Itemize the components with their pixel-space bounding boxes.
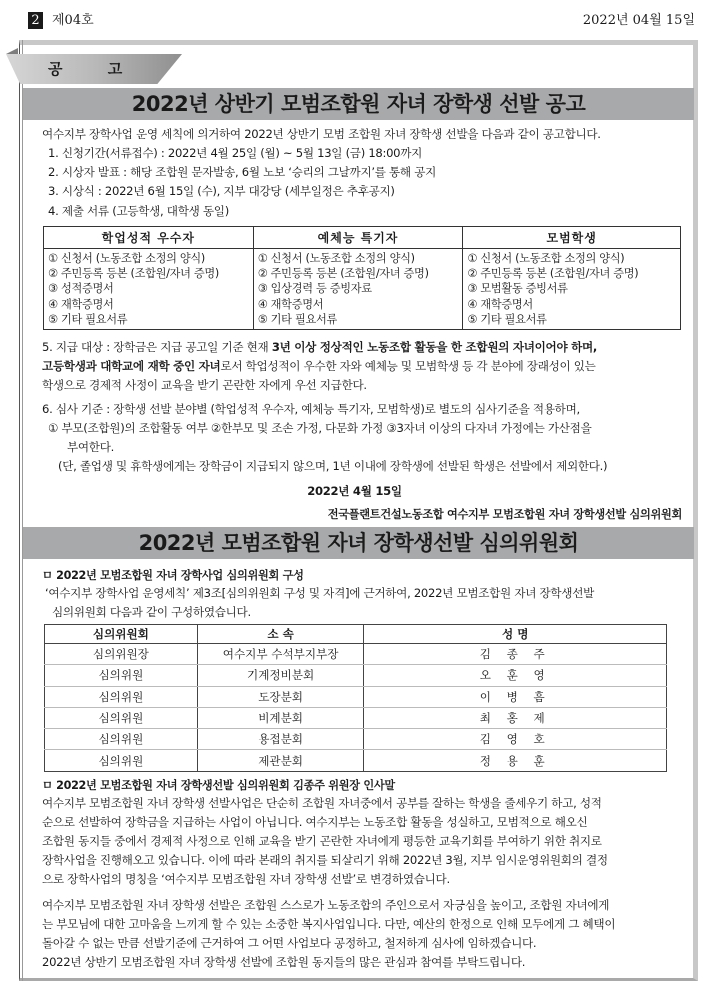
committee-member-name: 정 용 훈	[364, 750, 667, 771]
committee-member-name: 김 종 주	[364, 644, 667, 665]
table-row	[45, 665, 667, 686]
committee-intro-line-2: 심의위원회 다음과 같이 구성하였습니다.	[52, 605, 251, 619]
greeting-heading: ㅁ 2022년 모범조합원 자녀 장학생선발 심의위원회 김종주 위원장 인사말	[42, 779, 395, 792]
committee-role: 심의위원	[45, 707, 198, 728]
notice-item-4: 4. 제출 서류 (고등학생, 대학생 동일)	[48, 204, 229, 218]
tag-fold-decoration	[6, 48, 18, 54]
committee-table	[44, 624, 667, 772]
notice-item-5-line-3: 학생으로 경제적 사정이 교육을 받기 곤란한 자에게 우선 지급한다.	[42, 378, 367, 392]
notice-item-1: 1. 신청기간(서류접수) : 2022년 4월 25일 (월) ~ 5월 13일 (금) 18:00까지	[48, 146, 423, 160]
item5-prefix: 5. 지급 대상 : 장학금은 지급 공고일 기준 현재	[42, 340, 272, 354]
document-item: ③ 입상경력 등 증빙자료	[257, 282, 372, 296]
committee-role: 심의위원장	[45, 644, 198, 665]
committee-col-affiliation: 소 속	[197, 625, 364, 644]
document-item: ② 주민등록 등본 (조합원/자녀 증명)	[467, 267, 639, 281]
document-item: ① 신청서 (노동조합 소정의 양식)	[467, 252, 625, 265]
page-header	[14, 12, 695, 34]
greeting-p2-line-2: 는 부모님에 대한 고마움을 느끼게 할 수 있는 소중한 복지사업입니다. 다만, 예산의 한정으로 인해 모두에게 그 혜택이	[42, 917, 616, 931]
document-item: ① 신청서 (노동조합 소정의 양식)	[48, 252, 205, 265]
section-tag-label: 공 고	[48, 60, 143, 78]
notice-item-6-line-3: 부여한다.	[67, 440, 114, 454]
committee-intro-line-1: ‘여수지부 장학사업 운영세칙’ 제3조[심의위원회 구성 및 자격]에 근거하여, 2022년 모범조합원 자녀 장학생선발	[45, 586, 595, 600]
item5-bold-condition: 3년 이상 정상적인 노동조합 활동을 한 조합원의 자녀이어야 하며,	[271, 340, 597, 354]
greeting-p1-line-5: 으로 장학사업의 명칭을 ‘여수지부 모범조합원 자녀 장학생 선발’로 변경하였습니다.	[42, 872, 450, 886]
committee-affiliation: 여수지부 수석부지부장	[197, 644, 364, 665]
greeting-p1-line-3: 조합원 동지들 중에서 경제적 사정으로 인해 교육을 받기 곤란한 자녀에게 평등한 교육기회를 부여하기 위한 취지로	[42, 834, 602, 848]
document-item: ② 주민등록 등본 (조합원/자녀 증명)	[257, 267, 429, 281]
committee-member-name: 오 훈 영	[364, 665, 667, 686]
greeting-p1-line-4: 장학사업을 진행해오고 있습니다. 이에 따라 본래의 취지를 되살리기 위해 2022년 3월, 지부 임시운영위원회의 결정	[42, 853, 608, 867]
document-item: ⑤ 기타 필요서류	[257, 312, 337, 326]
document-item: ⑤ 기타 필요서류	[467, 312, 547, 326]
publication-date: 2022년 04월 15일	[582, 13, 695, 28]
committee-member-name: 김 영 호	[364, 729, 667, 750]
page-number: 2	[28, 12, 43, 29]
document-item: ④ 재학증명서	[48, 297, 114, 311]
table-row	[45, 707, 667, 728]
notice-item-5-line-2	[42, 357, 596, 376]
table-row	[45, 729, 667, 750]
notice-item-3: 3. 시상식 : 2022년 6월 15일 (수), 지부 대강당 (세부일정은 추후공지)	[48, 184, 395, 198]
document-item: ① 신청서 (노동조합 소정의 양식)	[257, 252, 415, 265]
committee-role: 심의위원	[45, 729, 198, 750]
committee-affiliation: 제관분회	[197, 750, 364, 771]
greeting-p2-line-4: 2022년 상반기 모범조합원 자녀 장학생 선발에 조합원 동지들의 많은 관심과 참여를 부탁드립니다.	[42, 955, 526, 969]
documents-cell	[253, 249, 463, 330]
document-item: ④ 재학증명서	[257, 297, 324, 311]
notice-item-6-line-1: 6. 심사 기준 : 장학생 선발 분야별 (학업성적 우수자, 예체능 특기자, 모범학생)로 별도의 심사기준을 적용하며,	[42, 402, 580, 416]
document-item: ③ 성적증명서	[48, 282, 114, 296]
committee-affiliation: 기계정비분회	[197, 665, 364, 686]
notice-intro: 여수지부 장학사업 운영 세칙에 의거하여 2022년 상반기 모범 조합원 자녀 장학생 선발을 다음과 같이 공고합니다.	[42, 127, 601, 141]
item5-bold-enrollment: 고등학생과 대학교에 재학 중인 자녀	[42, 359, 221, 373]
notice-item-5-line-1	[42, 338, 597, 357]
documents-cell	[463, 249, 681, 330]
greeting-p2-line-1: 여수지부 모범조합원 자녀 장학생 선발은 조합원 스스로가 노동조합의 주인으로서 자긍심을 높이고, 조합원 자녀에게	[42, 898, 610, 912]
documents-col-academic: 학업성적 우수자	[44, 227, 254, 249]
notice-item-6-line-2: ① 부모(조합원)의 조합활동 여부 ②한부모 및 조손 가정, 다문화 가정 ③3자녀 이상의 다자녀 가정에는 가산점을	[48, 421, 592, 435]
greeting-p1-line-1: 여수지부 모범조합원 자녀 장학생 선발사업은 단순히 조합원 자녀중에서 공부를 잘하는 학생을 줄세우기 하고, 성적	[42, 796, 602, 810]
committee-affiliation: 도장분회	[197, 686, 364, 707]
document-item: ⑤ 기타 필요서류	[48, 312, 128, 326]
documents-cell	[44, 249, 254, 330]
documents-col-model-student: 모범학생	[463, 227, 681, 249]
document-item: ④ 재학증명서	[467, 297, 533, 311]
committee-section-heading: ㅁ 2022년 모범조합원 자녀 장학사업 심의위원회 구성	[42, 569, 304, 582]
committee-role: 심의위원	[45, 686, 198, 707]
committee-affiliation: 비계분회	[197, 707, 364, 728]
documents-table	[43, 226, 681, 330]
committee-title: 2022년 모범조합원 자녀 장학생선발 심의위원회	[23, 527, 694, 559]
frame-inner-rule	[22, 40, 23, 981]
committee-member-name: 최 홍 제	[364, 707, 667, 728]
committee-col-role: 심의위원회	[45, 625, 198, 644]
table-row	[45, 750, 667, 771]
committee-member-name: 이 병 흠	[364, 686, 667, 707]
notice-item-6-note: (단, 졸업생 및 휴학생에게는 장학금이 지급되지 않으며, 1년 이내에 장학생에 선발된 학생은 선발에서 제외한다.)	[58, 459, 608, 473]
committee-affiliation: 용접분회	[197, 729, 364, 750]
notice-item-2: 2. 시상자 발표 : 해당 조합원 문자발송, 6월 노보 ‘승리의 그날까지’를 통해 공지	[48, 165, 437, 179]
committee-role: 심의위원	[45, 750, 198, 771]
greeting-p2-line-3: 돌아갈 수 없는 만큼 선발기준에 근거하여 그 어떤 사업보다 공정하고, 철저하게 심사에 임하겠습니다.	[42, 936, 537, 950]
notice-title: 2022년 상반기 모범조합원 자녀 장학생 선발 공고	[23, 88, 694, 120]
committee-role: 심의위원	[45, 665, 198, 686]
table-row	[45, 686, 667, 707]
document-item: ② 주민등록 등본 (조합원/자녀 증명)	[48, 267, 219, 281]
issue-number: 제04호	[52, 13, 94, 28]
greeting-p1-line-2: 순으로 선발하여 장학금을 지급하는 사업이 아닙니다. 여수지부는 노동조합 활동을 성실하고, 모범적으로 해오신	[42, 815, 588, 829]
item5-line2-rest: 로서 학업성적이 우수한 자와 예체능 및 모범학생 등 각 분야에 장래성이 있는	[220, 359, 596, 373]
document-item: ③ 모범활동 증빙서류	[467, 282, 568, 296]
notice-signature: 전국플랜트건설노동조합 여수지부 모범조합원 자녀 장학생선발 심의위원회	[327, 508, 682, 521]
documents-col-arts-sports: 예체능 특기자	[253, 227, 463, 249]
table-row	[45, 644, 667, 665]
notice-sign-date: 2022년 4월 15일	[307, 484, 402, 498]
committee-col-name: 성 명	[364, 625, 667, 644]
